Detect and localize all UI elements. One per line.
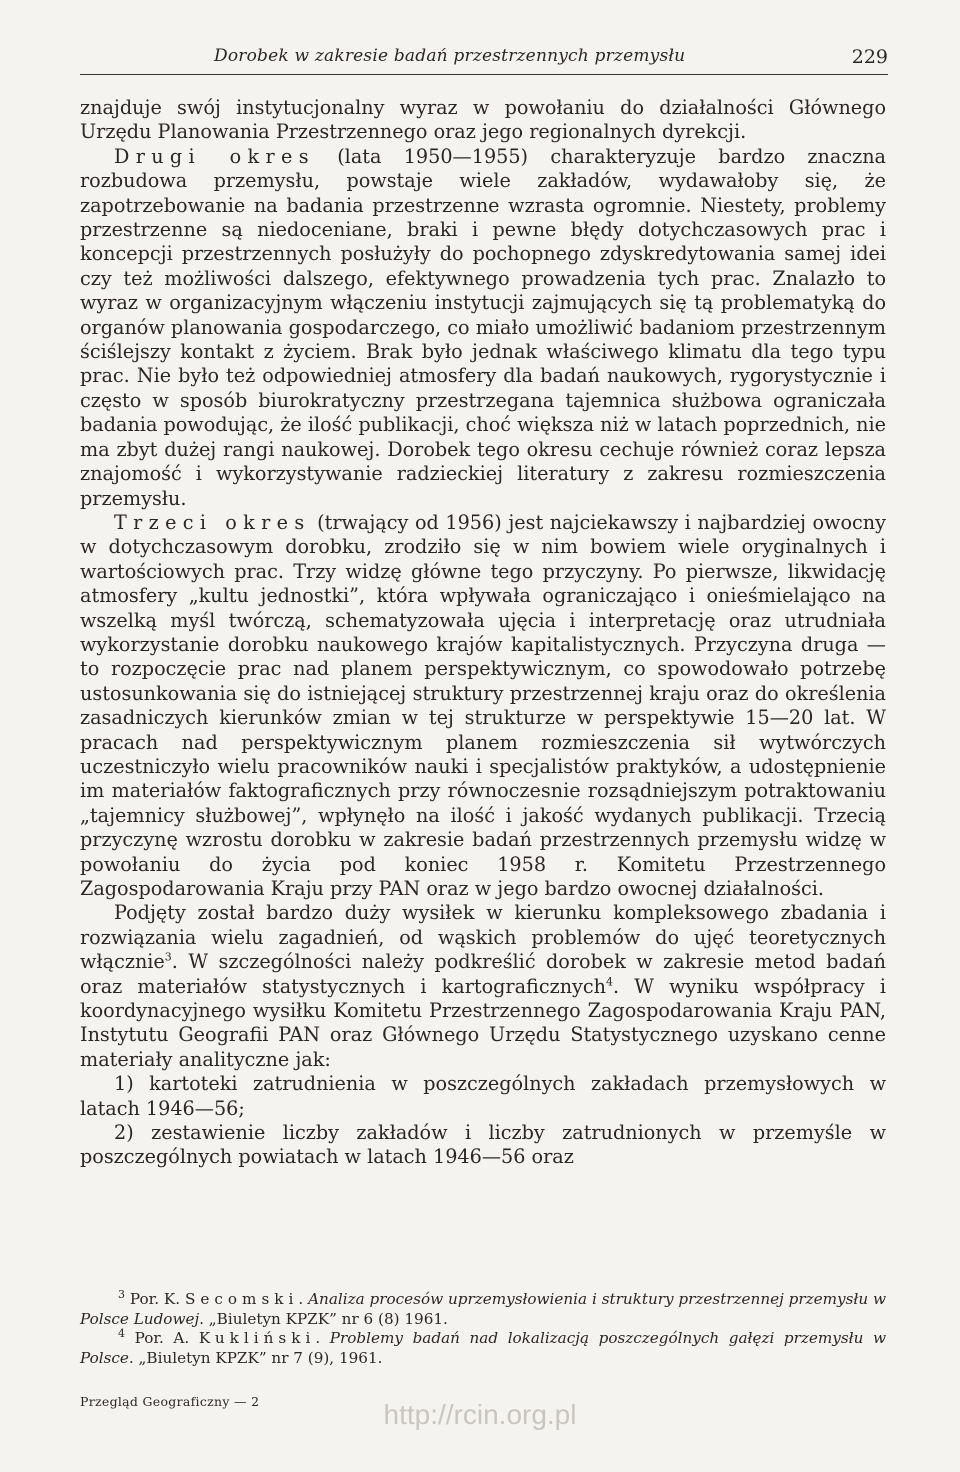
- spaced-lead-trzeci-okres: Trzeci okres: [114, 510, 311, 534]
- paragraph-2: [80, 145, 886, 511]
- paragraph-3-text: (trwający od 1956) jest najciekawszy i najbardziej owocny w dotychczasowym dorobku, zrodziło się w nim bowiem wiele oryginalnych i wartościowych prac. Trzy widzę główne tego przyczyny. Po pierwsze, likwidację atmosfery „kultu jednostki”, która wpływała ograniczająco i onieśmielająco na wszelką myśl twórczą, schematyzowała ujęcia i interpretację oraz utrudniała wykorzystanie dorobku naukowego krajów kapitalistycznych. Przyczyna druga — to rozpoczęcie prac nad planem perspektywicznym, co spowodowało potrzebę ustosunkowania się do istniejącej struktury przestrzennej kraju oraz do określenia zasadniczych kierunków zmian w tej strukturze w perspektywie 15—20 lat. W pracach nad perspektywicznym planem rozmieszczenia sił wytwórczych uczestniczyło wielu pracowników nauki i specjalistów praktyków, a udostępnienie im materiałów faktograficznych przy równoczesnie rozsądniejszym potraktowaniu „tajemnicy służbowej”, wpłynęło na ilość i jakość wydanych publikacji. Trzecią przyczynę wzrostu dorobku w zakresie badań przestrzennych przemysłu widzę w powołaniu do życia pod koniec 1958 r. Komitetu Przestrzennego Zagospodarowania Kraju przy PAN oraz w jego bardzo owocnej działalności.: [80, 510, 886, 900]
- journal-signature: Przegląd Geograficzny — 2: [80, 1394, 260, 1409]
- footnotes: [80, 1287, 887, 1368]
- footnote-author: Secomski: [184, 1290, 299, 1308]
- page-number: 229: [851, 46, 888, 68]
- footnote-title: Analiza procesów uprzemysłowienia i struktury przestrzennej przemysłu w Polsce Ludowej: [80, 1290, 886, 1328]
- paragraph-2-text: (lata 1950—1955) charakteryzuje bardzo znaczna rozbudowa przemysłu, powstaje wiele zakładów, wydawałoby się, że zapotrzebowanie na badania przestrzenne wzrasta ogromnie. Niestety, problemy przestrzenne są niedoceniane, braki i pewne błędy dotychczasowych prac i koncepcji przestrzennych posłużyły do pochopnego zdyskredytowania samej idei czy też możliwości dalszego, efektywnego prowadzenia tych prac. Znalazło to wyraz w organizacyjnym włączeniu instytucji zajmujących się tą problematyką do organów planowania gospodarczego, co miało umożliwić badaniom przestrzennym ściślejszy kontakt z życiem. Brak było jednak właściwego klimatu dla tego typu prac. Nie było też odpowiedniej atmosfery dla badań naukowych, rygorystycznie i często w sposób biurokratyczny przestrzegana tajemnica służbowa ograniczała badania powodując, że ilość publikacji, choć większa niż w latach poprzednich, nie ma zbyt dużej rangi naukowej. Dorobek tego okresu cechuje również coraz lepsza znajomość i wykorzystywanie radzieckiej literatury z zakresu rozmieszczenia przemysłu.: [80, 144, 887, 510]
- footnote-prefix: Por. K.: [125, 1290, 185, 1308]
- paragraph-3: [80, 511, 886, 902]
- footnote-ref-3[interactable]: 3: [164, 950, 172, 964]
- paragraph-1: znajduje swój instytucjonalny wyraz w powołaniu do działalności Głównego Urzędu Planowania Przestrzennego oraz jego regionalnych dyrekcji.: [80, 96, 886, 144]
- footnote-4: [80, 1326, 887, 1368]
- paragraph-4-text-b: . W szczególności należy podkreślić dorobek w zakresie metod badań oraz materiałów statystycznych i kartograficznych: [80, 950, 886, 998]
- running-title: Dorobek w zakresie badań przestrzennych przemysłu: [214, 46, 686, 66]
- list-item: 1) kartoteki zatrudnienia w poszczególnych zakładach przemysłowych w latach 1946—56;: [80, 1072, 886, 1120]
- footnote-mark: 4: [118, 1326, 125, 1340]
- list-item: 2) zestawienie liczby zakładów i liczby zatrudnionych w przemyśle w poszczególnych powiatach w latach 1946—56 oraz: [80, 1121, 886, 1169]
- footnote-title: Problemy badań nad lokalizacją poszczególnych gałęzi przemysłu w Polsce: [80, 1329, 887, 1367]
- footnote-sep: .: [298, 1290, 309, 1308]
- page-header: [80, 34, 888, 75]
- materials-list: [80, 1072, 886, 1170]
- footnote-rest: . „Biuletyn KPZK” nr 7 (9), 1961.: [128, 1348, 383, 1367]
- spaced-lead-drugi-okres: Drugi okres: [114, 144, 315, 168]
- footnote-3: [80, 1287, 886, 1329]
- footnote-sep: .: [315, 1329, 330, 1347]
- paragraph-4-text-a: Podjęty został bardzo duży wysiłek w kierunku kompleksowego zbadania i rozwiązania wielu zagadnień, od wąskich problemów do ujęć teoretycznych włącznie: [80, 901, 886, 974]
- paragraph-4-text-c: . W wyniku współpracy i koordynacyjnego wysiłku Komitetu Przestrzennego Zagospodarowania Kraju PAN, Instytutu Geografii PAN oraz Głównego Urzędu Statystycznego uzyskano cenne materiały analityczne jak:: [80, 974, 886, 1071]
- footnote-rest: . „Biuletyn KPZK” nr 6 (8) 1961.: [199, 1309, 448, 1328]
- footnote-author: Kukliński: [198, 1329, 316, 1347]
- body-text: [80, 96, 886, 1170]
- footnote-prefix: Por. A.: [125, 1329, 199, 1347]
- footnote-mark: 3: [118, 1287, 125, 1301]
- footnote-ref-4[interactable]: 4: [606, 975, 613, 989]
- paragraph-4: [80, 901, 886, 1072]
- watermark-url: http://rcin.org.pl: [383, 1399, 577, 1430]
